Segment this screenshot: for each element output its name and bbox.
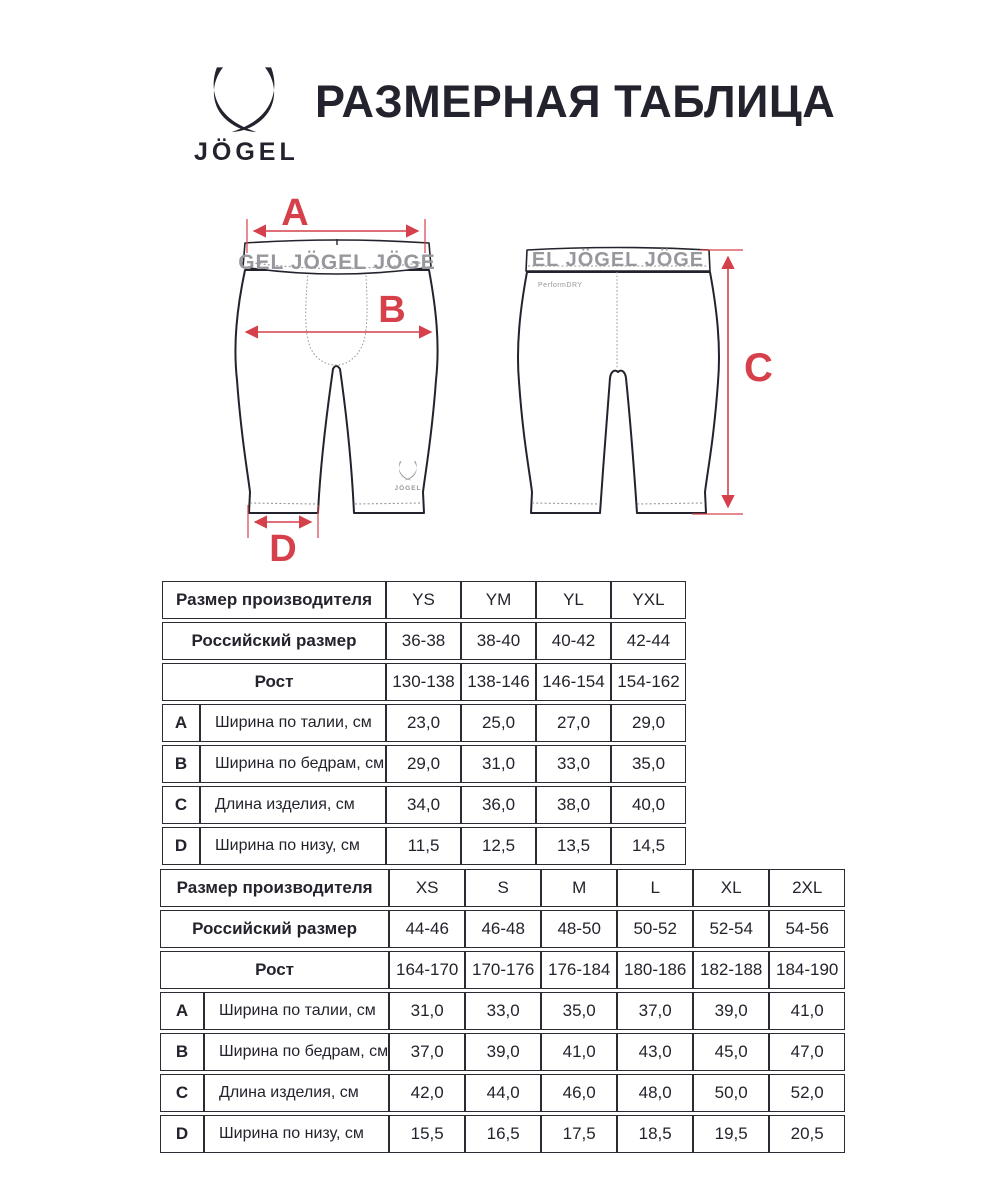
value-cell: 39,0 xyxy=(693,992,769,1030)
measurement-diagram xyxy=(0,186,998,586)
value-cell: 13,5 xyxy=(536,827,611,865)
brand-wordmark: JÖGEL xyxy=(194,138,299,166)
table-row xyxy=(160,1074,845,1112)
table-row xyxy=(160,910,845,948)
table-row xyxy=(162,786,686,824)
table-header-row xyxy=(160,869,845,907)
value-cell: 36-38 xyxy=(386,622,461,660)
size-column-header: YS xyxy=(386,581,461,619)
value-cell: 47,0 xyxy=(769,1033,845,1071)
jogel-logo-icon xyxy=(207,66,281,134)
size-column-header: YL xyxy=(536,581,611,619)
measure-letter: B xyxy=(162,745,200,783)
value-cell: 176-184 xyxy=(541,951,617,989)
value-cell: 146-154 xyxy=(536,663,611,701)
value-cell: 154-162 xyxy=(611,663,686,701)
value-cell: 37,0 xyxy=(617,992,693,1030)
value-cell: 12,5 xyxy=(461,827,536,865)
value-cell: 31,0 xyxy=(461,745,536,783)
value-cell: 184-190 xyxy=(769,951,845,989)
row-label: Российский размер xyxy=(160,910,389,948)
value-cell: 19,5 xyxy=(693,1115,769,1153)
value-cell: 41,0 xyxy=(769,992,845,1030)
measure-letter: D xyxy=(162,827,200,865)
value-cell: 15,5 xyxy=(389,1115,465,1153)
value-cell: 42-44 xyxy=(611,622,686,660)
value-cell: 35,0 xyxy=(541,992,617,1030)
value-cell: 182-188 xyxy=(693,951,769,989)
value-cell: 17,5 xyxy=(541,1115,617,1153)
shorts-front-view xyxy=(235,239,437,513)
front-waistband-logo-text: GEL JÖGEL JÖGE xyxy=(238,251,436,274)
dim-d-label: D xyxy=(269,528,297,570)
measure-label: Ширина по низу, см xyxy=(200,827,386,865)
size-column-header: YM xyxy=(461,581,536,619)
value-cell: 180-186 xyxy=(617,951,693,989)
measure-letter: A xyxy=(160,992,204,1030)
row-label: Рост xyxy=(162,663,386,701)
value-cell: 35,0 xyxy=(611,745,686,783)
measure-letter: C xyxy=(160,1074,204,1112)
value-cell: 44,0 xyxy=(465,1074,541,1112)
back-waistband-logo-text: EL JÖGEL JÖGE xyxy=(531,249,705,271)
measure-letter: A xyxy=(162,704,200,742)
value-cell: 11,5 xyxy=(386,827,461,865)
value-cell: 18,5 xyxy=(617,1115,693,1153)
size-column-header: XS xyxy=(389,869,465,907)
size-column-header: L xyxy=(617,869,693,907)
measure-label: Ширина по бедрам, см xyxy=(200,745,386,783)
value-cell: 138-146 xyxy=(461,663,536,701)
measure-label: Длина изделия, см xyxy=(204,1074,389,1112)
value-cell: 14,5 xyxy=(611,827,686,865)
shorts-back-body xyxy=(518,272,719,513)
front-leg-logo-text: JÖGEL xyxy=(394,485,422,492)
value-cell: 23,0 xyxy=(386,704,461,742)
value-cell: 41,0 xyxy=(541,1033,617,1071)
value-cell: 20,5 xyxy=(769,1115,845,1153)
value-cell: 25,0 xyxy=(461,704,536,742)
value-cell: 45,0 xyxy=(693,1033,769,1071)
value-cell: 48,0 xyxy=(617,1074,693,1112)
size-column-header: S xyxy=(465,869,541,907)
dim-b-label: B xyxy=(378,289,406,331)
measure-letter: B xyxy=(160,1033,204,1071)
dim-a-label: A xyxy=(281,192,309,234)
table-row xyxy=(160,992,845,1030)
value-cell: 170-176 xyxy=(465,951,541,989)
value-cell: 164-170 xyxy=(389,951,465,989)
value-cell: 46,0 xyxy=(541,1074,617,1112)
value-cell: 43,0 xyxy=(617,1033,693,1071)
page-title: РАЗМЕРНАЯ ТАБЛИЦА xyxy=(315,76,836,127)
value-cell: 130-138 xyxy=(386,663,461,701)
measure-label: Ширина по талии, см xyxy=(204,992,389,1030)
value-cell: 54-56 xyxy=(769,910,845,948)
table-row xyxy=(160,1115,845,1153)
brand-logo xyxy=(194,66,299,167)
table-row xyxy=(162,704,686,742)
size-column-header: XL xyxy=(693,869,769,907)
row-label: Рост xyxy=(160,951,389,989)
manufacturer-size-label: Размер производителя xyxy=(160,869,389,907)
value-cell: 52-54 xyxy=(693,910,769,948)
size-column-header: 2XL xyxy=(769,869,845,907)
measure-letter: D xyxy=(160,1115,204,1153)
value-cell: 40,0 xyxy=(611,786,686,824)
value-cell: 50,0 xyxy=(693,1074,769,1112)
value-cell: 46-48 xyxy=(465,910,541,948)
measure-label: Длина изделия, см xyxy=(200,786,386,824)
table-row xyxy=(160,1033,845,1071)
value-cell: 48-50 xyxy=(541,910,617,948)
value-cell: 50-52 xyxy=(617,910,693,948)
measure-label: Ширина по низу, см xyxy=(204,1115,389,1153)
value-cell: 33,0 xyxy=(536,745,611,783)
manufacturer-size-label: Размер производителя xyxy=(162,581,386,619)
measure-label: Ширина по бедрам, см xyxy=(204,1033,389,1071)
value-cell: 34,0 xyxy=(386,786,461,824)
value-cell: 33,0 xyxy=(465,992,541,1030)
fabric-tech-label: PerformDRY xyxy=(538,282,583,289)
value-cell: 42,0 xyxy=(389,1074,465,1112)
value-cell: 39,0 xyxy=(465,1033,541,1071)
value-cell: 38-40 xyxy=(461,622,536,660)
size-column-header: M xyxy=(541,869,617,907)
shorts-front-body xyxy=(235,270,437,513)
shorts-back-view xyxy=(518,248,719,514)
value-cell: 29,0 xyxy=(386,745,461,783)
value-cell: 37,0 xyxy=(389,1033,465,1071)
value-cell: 40-42 xyxy=(536,622,611,660)
value-cell: 44-46 xyxy=(389,910,465,948)
size-column-header: YXL xyxy=(611,581,686,619)
table-row xyxy=(162,745,686,783)
value-cell: 29,0 xyxy=(611,704,686,742)
table-row xyxy=(160,951,845,989)
dim-c-label: C xyxy=(744,346,773,390)
table-row xyxy=(162,663,686,701)
row-label: Российский размер xyxy=(162,622,386,660)
adult-size-table xyxy=(160,866,845,1156)
measure-letter: C xyxy=(162,786,200,824)
value-cell: 38,0 xyxy=(536,786,611,824)
value-cell: 36,0 xyxy=(461,786,536,824)
youth-size-table xyxy=(162,578,686,868)
value-cell: 27,0 xyxy=(536,704,611,742)
table-row xyxy=(162,622,686,660)
table-header-row xyxy=(162,581,686,619)
table-row xyxy=(162,827,686,865)
value-cell: 31,0 xyxy=(389,992,465,1030)
measure-label: Ширина по талии, см xyxy=(200,704,386,742)
value-cell: 52,0 xyxy=(769,1074,845,1112)
value-cell: 16,5 xyxy=(465,1115,541,1153)
